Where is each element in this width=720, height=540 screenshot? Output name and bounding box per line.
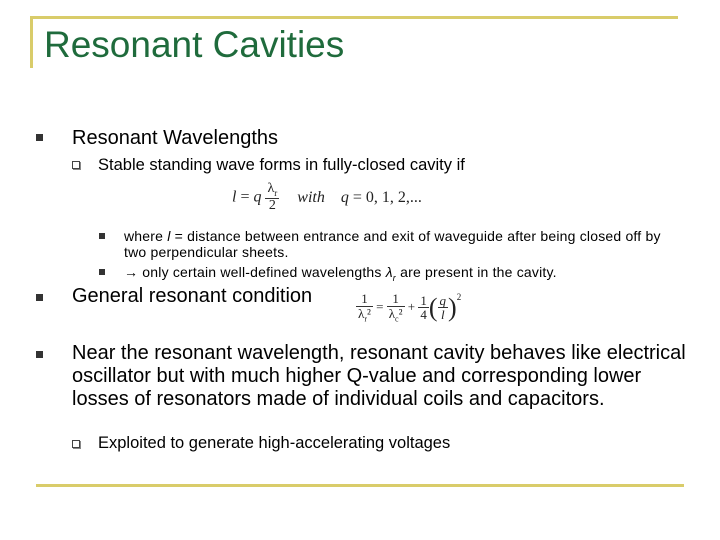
equation-length: l = q $\frac{\lambda_r}{2}$ with q = 0, 1, 2,...	[232, 181, 422, 214]
bullet-square-icon	[36, 134, 43, 141]
bullet-general-resonant-condition: General resonant condition	[72, 285, 313, 307]
bullet-checkbox-icon	[72, 440, 80, 448]
top-border-line	[30, 16, 678, 19]
bullet-square-icon	[36, 351, 43, 358]
bullet-square-icon	[99, 233, 105, 239]
note-wavelengths: → only certain well-defined wavelengths $\lambda_r$ are present in the cavity.	[124, 264, 557, 283]
bullet-near-resonant-wavelength: Near the resonant wavelength, resonant cavity behaves like electrical oscillator but with much higher Q-value and corresponding lower losses of resonators made of individual coils and capacitors.	[72, 342, 686, 410]
sub-bullet-high-voltages: Exploited to generate high-accelerating voltages	[98, 434, 451, 452]
bullet-checkbox-icon	[72, 161, 80, 169]
bottom-border-line	[36, 484, 684, 487]
bullet-square-icon	[99, 269, 105, 275]
note-distance-definition: where l = distance between entrance and exit of waveguide after being closed off by two perpendicular sheets.	[124, 228, 661, 260]
slide-title: Resonant Cavities	[44, 24, 345, 65]
sub-bullet-standing-wave: Stable standing wave forms in fully-closed cavity if	[98, 156, 465, 174]
bullet-resonant-wavelengths: Resonant Wavelengths	[72, 127, 279, 149]
left-border-line	[30, 16, 33, 68]
equation-resonant-condition: $\frac{1}{\lambda_r^2}$ = $\frac{1}{\lambda_c^2}$ + $\frac{1}{4}$ ( $\frac{q}{l}$ )$^2$	[358, 291, 462, 324]
bullet-square-icon	[36, 294, 43, 301]
